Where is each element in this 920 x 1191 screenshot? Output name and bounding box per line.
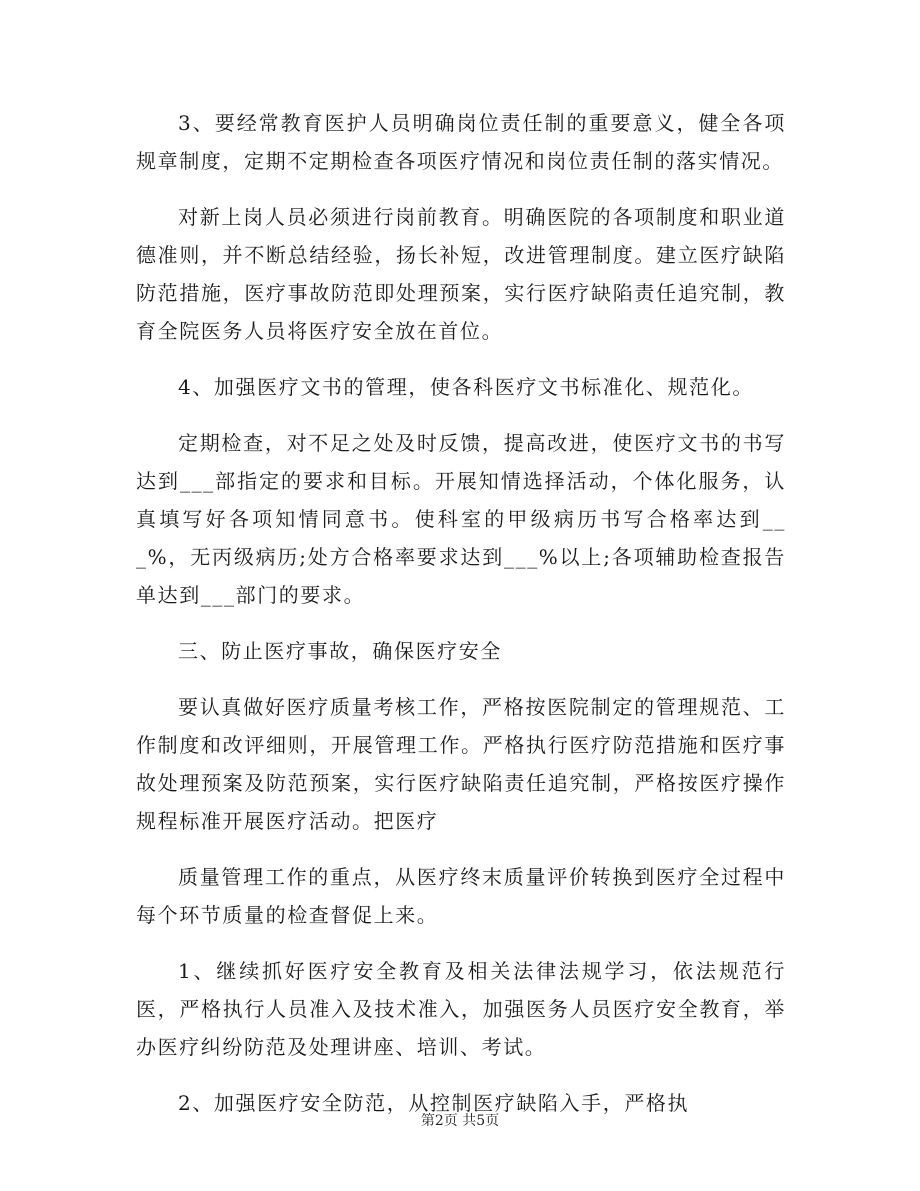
- paragraph-8: 1、继续抓好医疗安全教育及相关法律法规学习，依法规范行医，严格执行人员准入及技术准入，加强医务人员医疗安全教育，举办医疗纠纷防范及处理讲座、培训、考试。: [136, 959, 786, 1059]
- paragraph-6: 要认真做好医疗质量考核工作，严格按医院制定的管理规范、工作制度和改评细则，开展管理工作。严格执行医疗防范措施和医疗事故处理预案及防范预案，实行医疗缺陷责任追究制，严格按医疗操作规程标准开展医疗活动。把医疗: [136, 695, 786, 833]
- paragraph-2: 对新上岗人员必须进行岗前教育。明确医院的各项制度和职业道德准则，并不断总结经验，扬长补短，改进管理制度。建立医疗缺陷防范措施，医疗事故防范即处理预案，实行医疗缺陷责任追究制，教育全院医务人员将医疗安全放在首位。: [136, 205, 786, 343]
- section-heading: 三、防止医疗事故，确保医疗安全: [178, 639, 502, 663]
- paragraph-3: 4、加强医疗文书的管理，使各科医疗文书标准化、规范化。: [178, 375, 754, 399]
- paragraph-1: 3、要经常教育医护人员明确岗位责任制的重要意义，健全各项规章制度，定期不定期检查各项医疗情况和岗位责任制的落实情况。: [136, 111, 786, 173]
- paragraph-7: 质量管理工作的重点，从医疗终末质量评价转换到医疗全过程中每个环节质量的检查督促上来。: [136, 865, 786, 927]
- page-number-footer: 第2页 共5页: [420, 1113, 500, 1129]
- paragraph-9: 2、加强医疗安全防范，从控制医疗缺陷入手，严格执: [178, 1091, 690, 1115]
- document-body: [136, 104, 786, 1140]
- paragraph-4: 定期检查，对不足之处及时反馈，提高改进，使医疗文书的书写达到___部指定的要求和目标。开展知情选择活动，个体化服务，认真填写好各项知情同意书。使科室的甲级病历书写合格率达到___%，无丙级病历;处方合格率要求达到___%以上;各项辅助检查报告单达到___部门的要求。: [136, 431, 786, 607]
